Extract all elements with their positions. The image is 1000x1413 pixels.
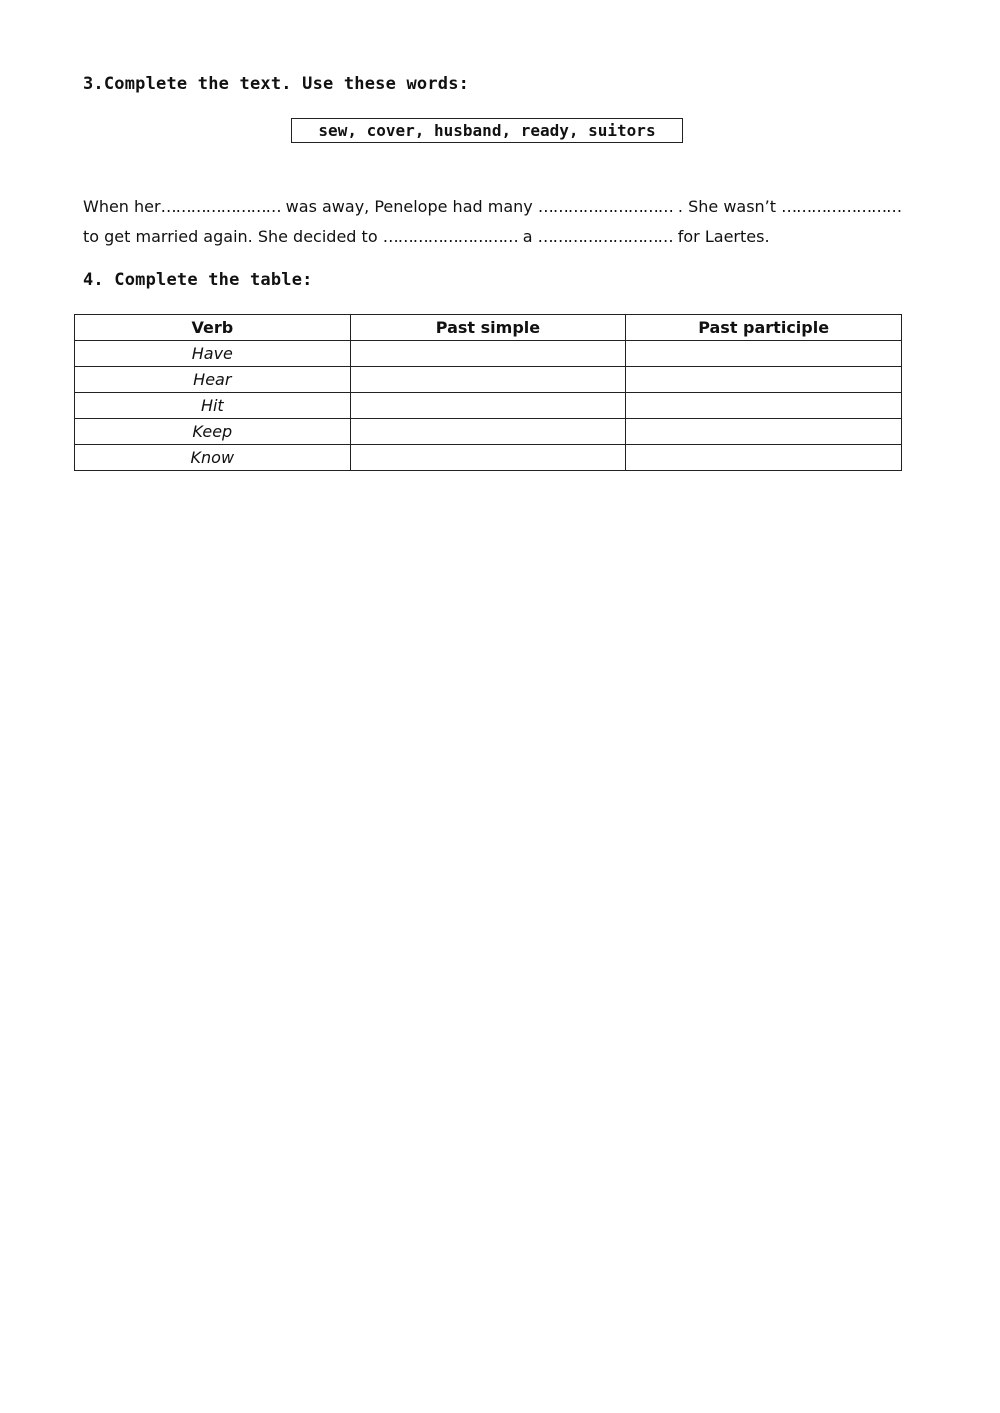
past-participle-cell[interactable] [626,367,902,393]
header-verb: Verb [75,315,351,341]
text-part-3: . She wasn’t [672,197,782,216]
text-part-1: When her [83,197,161,216]
verb-table [74,314,902,471]
blank-4[interactable]: ……………………… [382,227,518,246]
past-participle-cell[interactable] [626,393,902,419]
text-part-6: for Laertes. [672,227,770,246]
past-participle-cell[interactable] [626,419,902,445]
table-row [75,419,902,445]
past-simple-cell[interactable] [350,419,626,445]
past-simple-cell[interactable] [350,367,626,393]
table-row [75,367,902,393]
past-simple-cell[interactable] [350,341,626,367]
exercise-4-title: 4. Complete the table: [83,270,313,290]
text-part-4: to get married again. She decided to [83,227,383,246]
text-part-2: was away, Penelope had many [280,197,538,216]
word-bank: sew, cover, husband, ready, suitors [291,118,683,143]
table-row [75,393,902,419]
table-header-row [75,315,902,341]
text-part-5: a [517,227,538,246]
table-row [75,341,902,367]
blank-3[interactable]: …………………… [781,197,902,216]
verb-cell: Have [75,341,351,367]
past-simple-cell[interactable] [350,393,626,419]
verb-cell: Hit [75,393,351,419]
blank-2[interactable]: ……………………… [537,197,673,216]
past-simple-cell[interactable] [350,445,626,471]
past-participle-cell[interactable] [626,445,902,471]
blank-1[interactable]: …………………… [160,197,281,216]
verb-cell: Hear [75,367,351,393]
header-past-simple: Past simple [350,315,626,341]
blank-5[interactable]: ……………………… [537,227,673,246]
verb-cell: Keep [75,419,351,445]
table-row [75,445,902,471]
header-past-participle: Past participle [626,315,902,341]
past-participle-cell[interactable] [626,341,902,367]
fill-in-text [83,192,903,252]
exercise-3-title: 3.Complete the text. Use these words: [83,74,470,94]
verb-cell: Know [75,445,351,471]
